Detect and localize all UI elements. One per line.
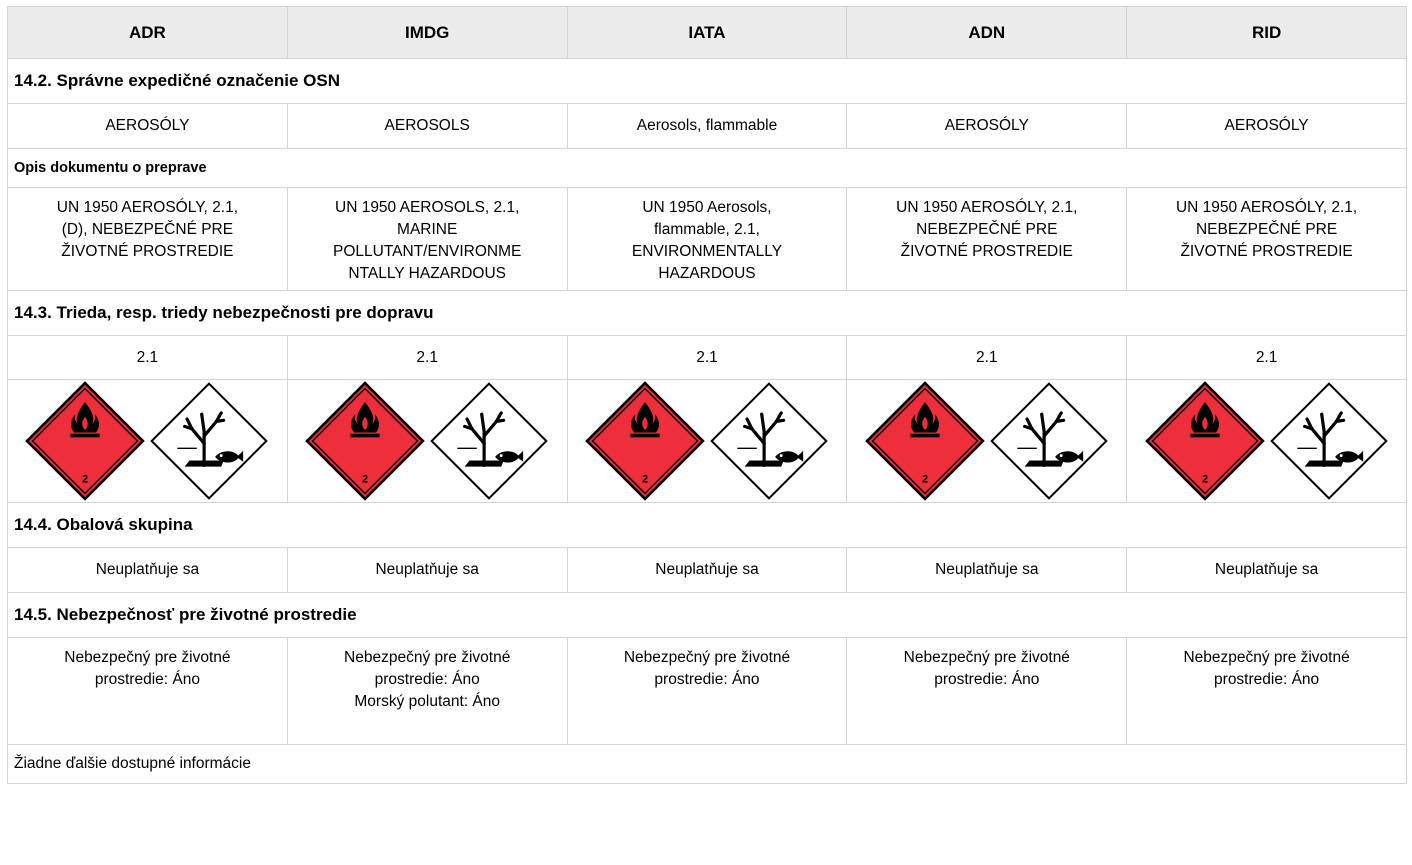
svg-text:2: 2	[362, 473, 369, 486]
text-line: Nebezpečný pre životné	[1183, 649, 1350, 666]
pictogram-cell	[8, 380, 288, 503]
packing-group-cell: Neuplatňuje sa	[1127, 548, 1407, 593]
pictogram-group	[1127, 380, 1406, 502]
packing-group-cell: Neuplatňuje sa	[567, 548, 847, 593]
pictogram-group	[847, 380, 1126, 502]
transport-class-cell: 2.1	[1127, 336, 1407, 380]
environment-cell	[8, 638, 288, 745]
text-line: prostredie: Áno	[1214, 671, 1320, 688]
transport-info-table	[7, 6, 1407, 784]
packing-group-cell: Neuplatňuje sa	[8, 548, 288, 593]
text-line: (D), NEBEZPEČNÉ PRE	[61, 221, 234, 238]
text-line: ŽIVOTNÉ PROSTREDIE	[900, 243, 1073, 260]
pictogram-cell	[1127, 380, 1407, 503]
text-line: UN 1950 AEROSOLS, 2.1,	[335, 199, 520, 216]
text-line: flammable, 2.1,	[654, 221, 760, 238]
environment-row	[8, 638, 1407, 745]
svg-text:2: 2	[1201, 473, 1208, 486]
text-line: MARINE	[397, 221, 458, 238]
environmental-hazard-pictogram	[708, 380, 830, 502]
flammable-gas-pictogram	[1144, 380, 1266, 502]
col-header-adr: ADR	[8, 7, 288, 59]
subsection-title-document: Opis dokumentu o preprave	[8, 149, 1407, 188]
pictogram-cell	[567, 380, 847, 503]
pictogram-cell	[287, 380, 567, 503]
transport-class-row	[8, 336, 1407, 380]
document-description-row	[8, 188, 1407, 291]
text-line: UN 1950 AEROSÓLY, 2.1,	[56, 199, 239, 216]
pictogram-group	[288, 380, 567, 502]
text-line: UN 1950 Aerosols,	[642, 199, 772, 216]
packing-group-cell: Neuplatňuje sa	[847, 548, 1127, 593]
text-line: Nebezpečný pre životné	[623, 649, 791, 666]
section-title-environment: 14.5. Nebezpečnosť pre životné prostredie	[8, 593, 1407, 638]
col-header-imdg: IMDG	[287, 7, 567, 59]
col-header-adn: ADN	[847, 7, 1127, 59]
text-line: prostredie: Áno	[94, 671, 200, 688]
text-line: UN 1950 AEROSÓLY, 2.1,	[896, 199, 1078, 216]
document-description-cell	[1127, 188, 1407, 291]
shipping-name-cell: Aerosols, flammable	[567, 104, 847, 149]
text-line: ŽIVOTNÉ PROSTREDIE	[1180, 243, 1353, 260]
text-line: Nebezpečný pre životné	[903, 649, 1070, 666]
flammable-gas-pictogram	[584, 380, 706, 502]
shipping-name-cell: AEROSOLS	[287, 104, 567, 149]
pictogram-group	[568, 380, 847, 502]
environment-cell	[1127, 638, 1407, 745]
text-line: prostredie: Áno	[934, 671, 1040, 688]
transport-class-cell: 2.1	[847, 336, 1127, 380]
col-header-rid: RID	[1127, 7, 1407, 59]
svg-text:2: 2	[641, 473, 649, 486]
section-title-packing-group: 14.4. Obalová skupina	[8, 503, 1407, 548]
text-line: prostredie: Áno	[654, 671, 760, 688]
transport-class-cell: 2.1	[567, 336, 847, 380]
text-line: NEBEZPEČNÉ PRE	[1195, 221, 1338, 238]
text-line: NTALLY HAZARDOUS	[348, 265, 506, 282]
transport-class-cell: 2.1	[287, 336, 567, 380]
environmental-hazard-pictogram	[988, 380, 1110, 502]
section-title-shipping-name: 14.2. Správne expedičné označenie OSN	[8, 59, 1407, 104]
header-row	[8, 7, 1407, 59]
flammable-gas-pictogram	[304, 380, 426, 502]
text-line: NEBEZPEČNÉ PRE	[916, 221, 1058, 238]
section-title-transport-class: 14.3. Trieda, resp. triedy nebezpečnosti pre dopravu	[8, 291, 1407, 336]
environmental-hazard-pictogram	[1268, 380, 1390, 502]
text-line: HAZARDOUS	[658, 265, 756, 282]
text-line: Morský polutant: Áno	[354, 693, 500, 710]
svg-text:2: 2	[921, 473, 928, 486]
packing-group-row	[8, 548, 1407, 593]
environmental-hazard-pictogram	[148, 380, 270, 502]
transport-class-cell: 2.1	[8, 336, 288, 380]
environment-cell	[567, 638, 847, 745]
col-header-iata: IATA	[567, 7, 847, 59]
pictogram-row	[8, 380, 1407, 503]
text-line: prostredie: Áno	[374, 671, 480, 688]
pictogram-cell	[847, 380, 1127, 503]
text-line: Nebezpečný pre životné	[64, 649, 231, 666]
text-line: Nebezpečný pre životné	[344, 649, 511, 666]
document-description-cell	[287, 188, 567, 291]
document-description-cell	[8, 188, 288, 291]
document-description-cell	[847, 188, 1127, 291]
flammable-gas-pictogram	[24, 380, 146, 502]
text-line: ENVIRONMENTALLY	[631, 243, 783, 260]
additional-info-note: Žiadne ďalšie dostupné informácie	[8, 745, 1407, 784]
environmental-hazard-pictogram	[428, 380, 550, 502]
text-line: UN 1950 AEROSÓLY, 2.1,	[1175, 199, 1358, 216]
flammable-gas-pictogram	[864, 380, 986, 502]
environment-cell	[287, 638, 567, 745]
shipping-name-cell: AEROSÓLY	[1127, 104, 1407, 149]
pictogram-group	[8, 380, 287, 502]
text-line: POLLUTANT/ENVIRONME	[333, 243, 522, 260]
shipping-name-cell: AEROSÓLY	[8, 104, 288, 149]
environment-cell	[847, 638, 1127, 745]
text-line: ŽIVOTNÉ PROSTREDIE	[61, 243, 234, 260]
shipping-name-row	[8, 104, 1407, 149]
svg-text:2: 2	[82, 473, 89, 486]
shipping-name-cell: AEROSÓLY	[847, 104, 1127, 149]
packing-group-cell: Neuplatňuje sa	[287, 548, 567, 593]
document-description-cell	[567, 188, 847, 291]
